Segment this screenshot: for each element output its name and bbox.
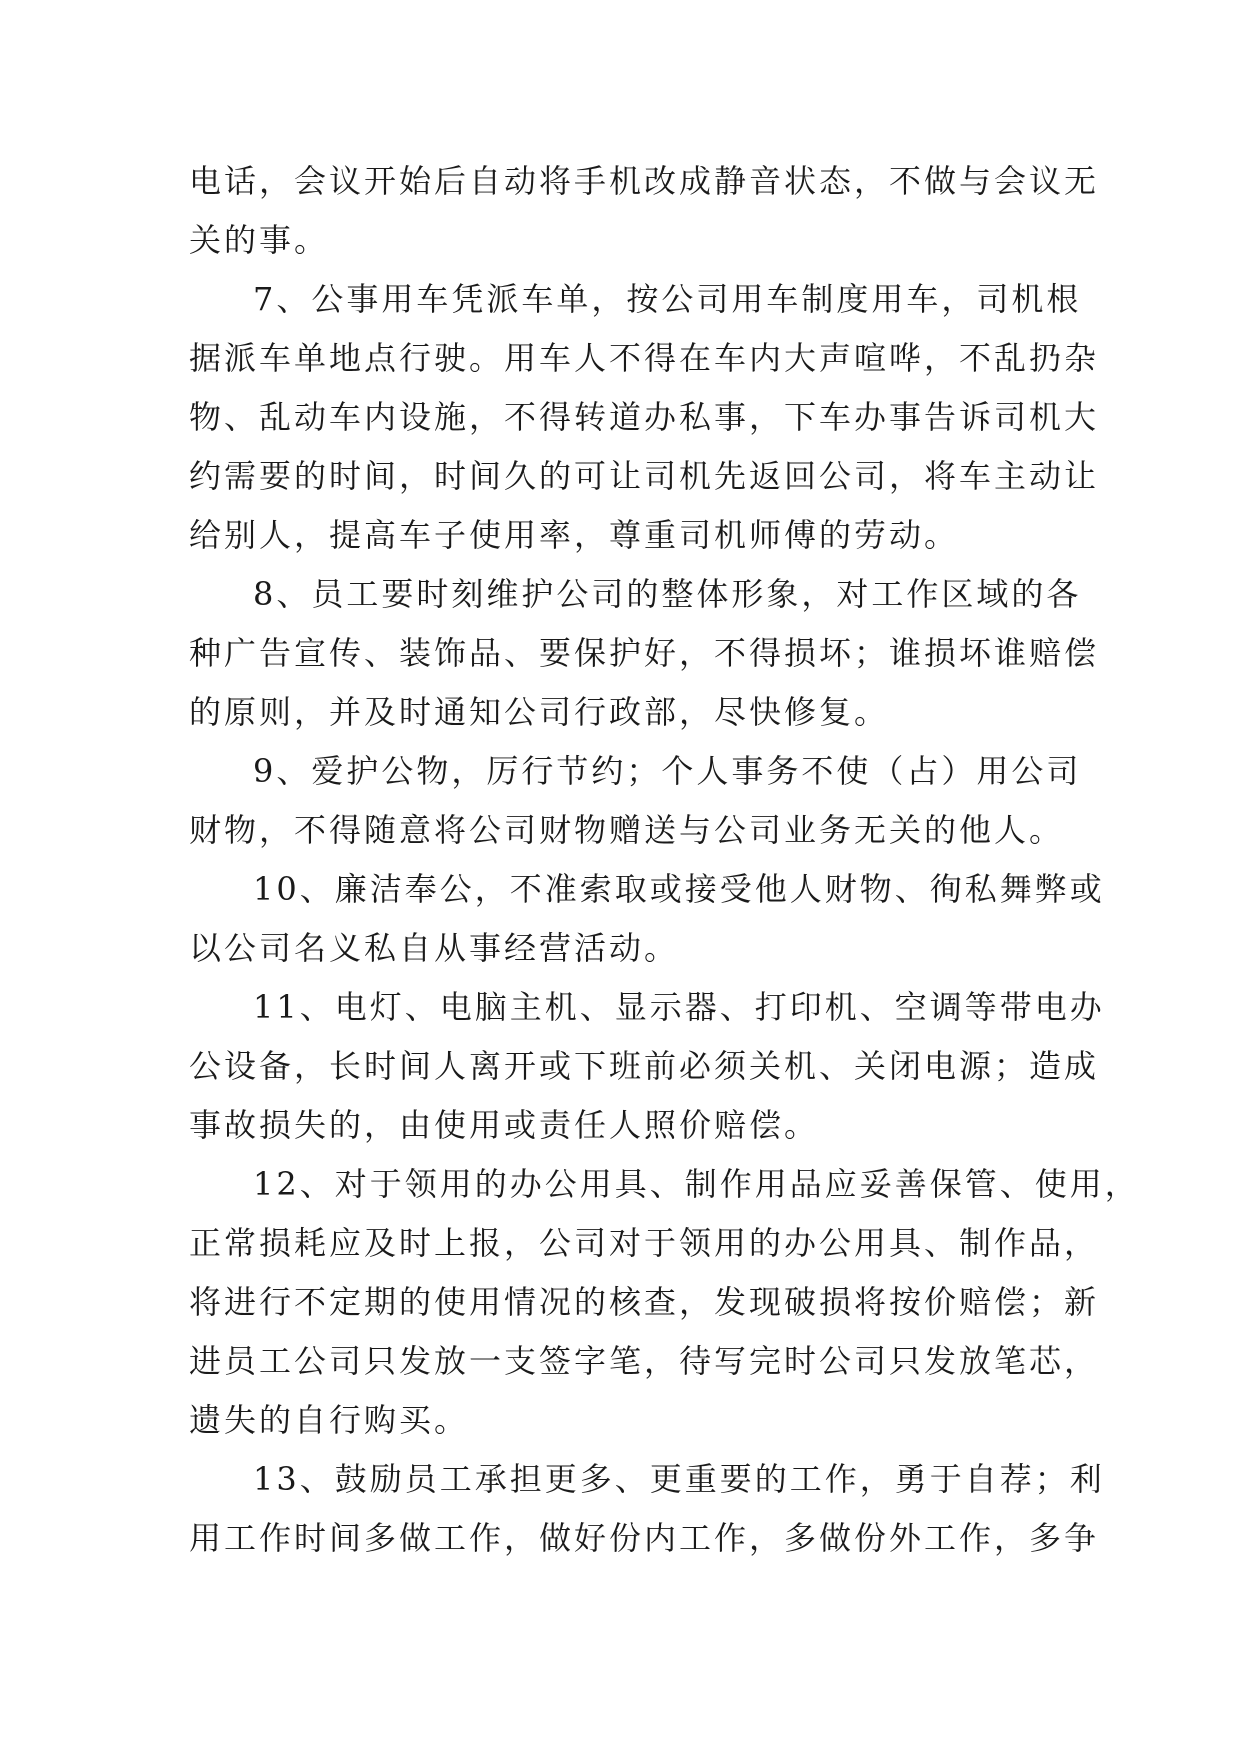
text-line: 用工作时间多做工作，做好份内工作，多做份外工作，多争: [189, 1519, 1100, 1557]
text-line: 13、鼓励员工承担更多、更重要的工作，勇于自荐；利: [253, 1460, 1105, 1498]
text-line: 给别人，提高车子使用率，尊重司机师傅的劳动。: [189, 516, 960, 554]
paragraph-p9: [189, 742, 1082, 860]
text-line: 以公司名义私自从事经营活动。: [189, 929, 680, 967]
paragraph-p6-cont: [189, 152, 1100, 270]
paragraph-p12: [189, 1155, 1140, 1450]
text-line: 公设备，长时间人离开或下班前必须关机、关闭电源；造成: [189, 1047, 1100, 1085]
text-line: 7、公事用车凭派车单，按公司用车制度用车，司机根: [253, 280, 1082, 318]
text-line: 电话，会议开始后自动将手机改成静音状态，不做与会议无: [189, 162, 1100, 200]
text-line: 正常损耗应及时上报，公司对于领用的办公用具、制作品，: [189, 1224, 1100, 1262]
text-line: 物、乱动车内设施，不得转道办私事，下车办事告诉司机大: [189, 398, 1100, 436]
text-line: 9、爱护公物，厉行节约；个人事务不使（占）用公司: [253, 752, 1082, 790]
paragraph-p10: [189, 860, 1105, 978]
paragraph-p11: [189, 978, 1105, 1155]
text-line: 8、员工要时刻维护公司的整体形象，对工作区域的各: [253, 575, 1082, 613]
text-line: 约需要的时间，时间久的可让司机先返回公司，将车主动让: [189, 457, 1100, 495]
text-line: 事故损失的，由使用或责任人照价赔偿。: [189, 1106, 820, 1144]
text-line: 的原则，并及时通知公司行政部，尽快修复。: [189, 693, 890, 731]
text-line: 遗失的自行购买。: [189, 1401, 470, 1439]
paragraph-p13: [189, 1450, 1105, 1568]
paragraph-p7: [189, 270, 1100, 565]
text-line: 11、电灯、电脑主机、显示器、打印机、空调等带电办: [253, 988, 1105, 1026]
document-body: [189, 152, 1140, 1568]
text-line: 12、对于领用的办公用具、制作用品应妥善保管、使用，: [253, 1165, 1140, 1203]
paragraph-p8: [189, 565, 1100, 742]
text-line: 将进行不定期的使用情况的核查，发现破损将按价赔偿；新: [189, 1283, 1100, 1321]
text-line: 种广告宣传、装饰品、要保护好，不得损坏；谁损坏谁赔偿: [189, 634, 1100, 672]
text-line: 财物，不得随意将公司财物赠送与公司业务无关的他人。: [189, 811, 1065, 849]
text-line: 关的事。: [189, 221, 330, 259]
text-line: 进员工公司只发放一支签字笔，待写完时公司只发放笔芯，: [189, 1342, 1100, 1380]
text-line: 10、廉洁奉公，不准索取或接受他人财物、徇私舞弊或: [253, 870, 1105, 908]
text-line: 据派车单地点行驶。用车人不得在车内大声喧哗，不乱扔杂: [189, 339, 1100, 377]
